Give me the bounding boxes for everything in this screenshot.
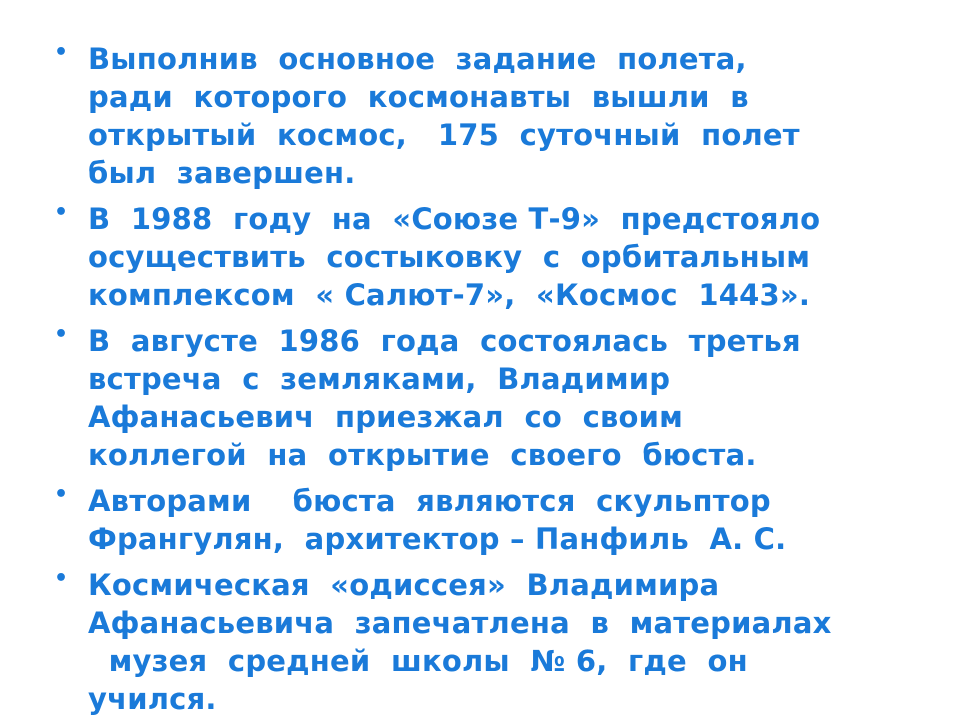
- bullet-5-line-3: музея средней школы № 6, где он: [88, 644, 748, 678]
- bullet-1-line-2: ради которого космонавты вышли в: [88, 80, 749, 114]
- bullet-1-line-3: открытый космос, 175 суточный полет: [88, 118, 800, 152]
- bullet-4-line-1: Авторами бюста являются скульптор: [88, 484, 771, 518]
- bullet-marker: •: [54, 482, 69, 507]
- bullet-item-5: [50, 566, 930, 718]
- bullet-3-line-4: коллегой на открытие своего бюста.: [88, 438, 757, 472]
- bullet-list: [50, 40, 930, 726]
- bullet-marker: •: [54, 566, 69, 591]
- bullet-5-line-2: Афанасьевича запечатлена в материалах: [88, 606, 832, 640]
- bullet-1-line-4: был завершен.: [88, 156, 356, 190]
- bullet-item-1: [50, 40, 930, 192]
- bullet-item-2: [50, 200, 930, 314]
- bullet-4-line-2: Франгулян, архитектор – Панфиль А. С.: [88, 522, 787, 556]
- bullet-2-line-2: осуществить состыковку с орбитальным: [88, 240, 811, 274]
- bullet-marker: •: [54, 322, 69, 347]
- bullet-1-line-1: Выполнив основное задание полета,: [88, 42, 747, 76]
- bullet-2-line-3: комплексом « Салют-7», «Космос 1443».: [88, 278, 811, 312]
- bullet-5-line-4: учился.: [88, 682, 217, 716]
- bullet-3-line-1: В августе 1986 года состоялась третья: [88, 324, 801, 358]
- bullet-marker: •: [54, 200, 69, 225]
- bullet-2-line-1: В 1988 году на «Союзе Т-9» предстояло: [88, 202, 821, 236]
- bullet-marker: •: [54, 40, 69, 65]
- bullet-item-3: [50, 322, 930, 474]
- bullet-3-line-2: встреча с земляками, Владимир: [88, 362, 671, 396]
- bullet-item-4: [50, 482, 930, 558]
- bullet-5-line-1: Космическая «одиссея» Владимира: [88, 568, 720, 602]
- bullet-3-line-3: Афанасьевич приезжал со своим: [88, 400, 684, 434]
